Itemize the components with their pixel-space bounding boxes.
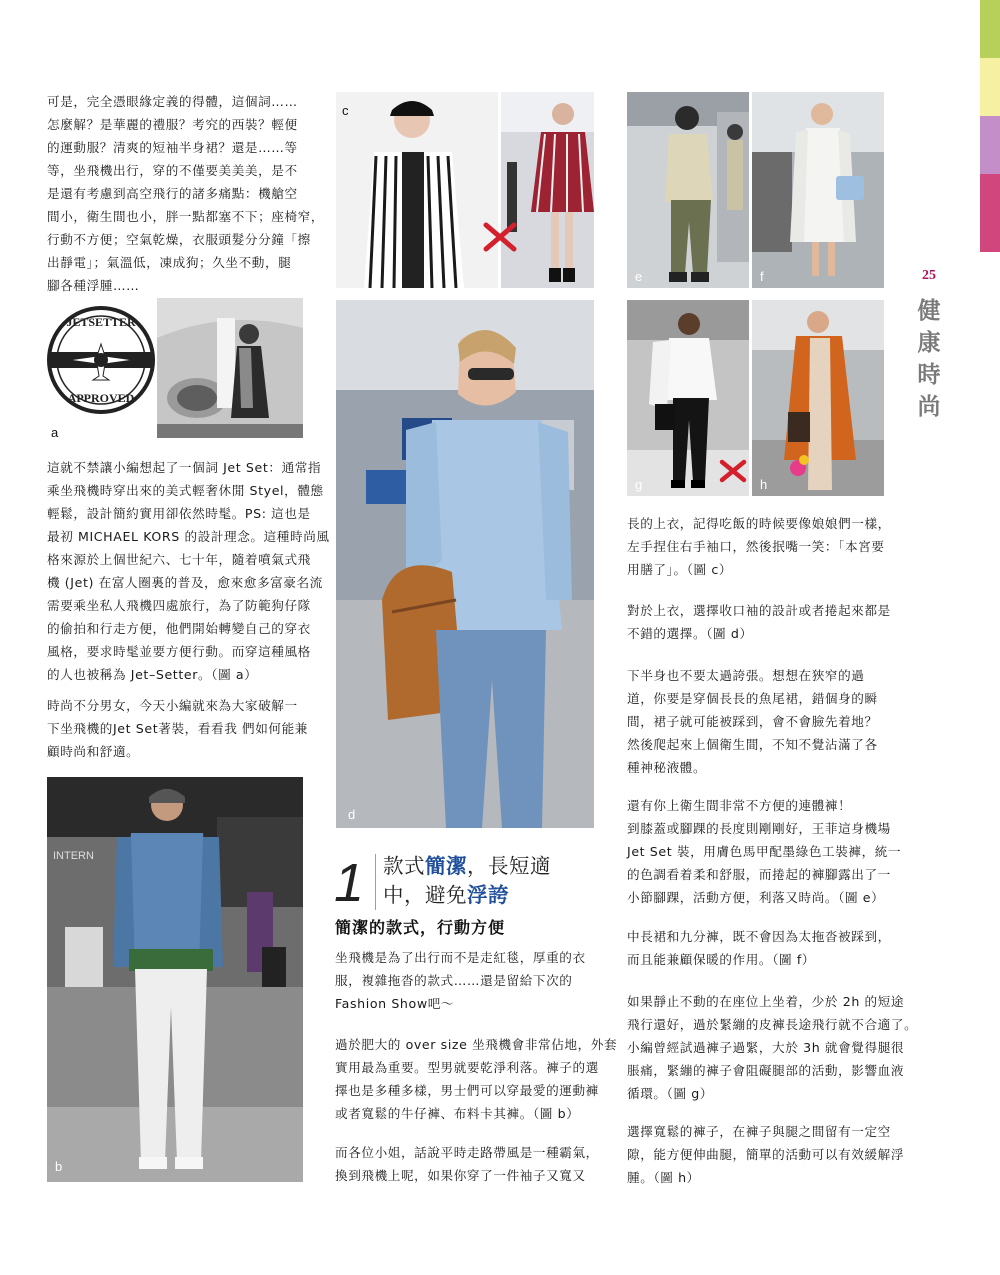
photo-label-a: a (51, 425, 59, 438)
text-line: 腳各種浮腫…… (47, 278, 140, 293)
text-line: 等，坐飛機出行，穿的不僅要美美美，是不 (47, 163, 298, 178)
text-line: 過於肥大的 over size 坐飛機會非常佔地，外套 (335, 1037, 618, 1052)
photo-label-f: f (760, 269, 764, 284)
section-char: 尚 (917, 393, 941, 420)
text-line: 循環。（圖 g） (627, 1086, 714, 1101)
heading-text: 款式 (383, 854, 425, 878)
text-line: 是還有考慮到高空飛行的諸多痛點：機艙空 (47, 186, 298, 201)
photo-label-g: g (635, 477, 643, 492)
text-line: 長的上衣，記得吃飯的時候要像娘娘們一樣， (627, 516, 891, 531)
airport-sign-text: INTERN (53, 850, 94, 862)
text-line: 用膳了」。（圖 c） (627, 562, 733, 577)
color-tab-green (980, 0, 1000, 58)
photo-a-airplane (157, 298, 303, 438)
text-line: 腫。（圖 h） (627, 1170, 700, 1185)
text-line: 左手捏住右手袖口，然後抿嘴一笑：「本宮要 (627, 539, 885, 554)
color-tab-yellow (980, 58, 1000, 116)
text-line: 下半身也不要太過誇張。想想在狹窄的過 (627, 668, 865, 683)
color-tab-magenta (980, 174, 1000, 252)
text-line: 飛行還好，過於緊繃的皮褲長途飛行就不合適了。 (627, 1017, 918, 1032)
text-line: 服，複雜拖沓的款式……還是留給下次的 (335, 973, 573, 988)
col3-paragraph-3 (627, 664, 889, 779)
text-line: 到膝蓋或腳踝的長度則剛剛好，王菲這身機場 (627, 821, 891, 836)
text-line: Fashion Show吧～ (335, 996, 455, 1011)
text-line: 選擇寬鬆的褲子，在褲子與腿之間留有一定空 (627, 1124, 891, 1139)
text-line: 最初 MICHAEL KORS 的設計理念。這種時尚風 (47, 529, 330, 544)
photo-label-d: d (348, 807, 356, 822)
page-number: 25 (922, 268, 936, 283)
text-line: 時尚不分男女，今天小編就來為大家破解一 (47, 698, 298, 713)
text-line: 擇也是多種多樣，男士們可以穿最愛的運動褲 (335, 1083, 599, 1098)
photo-label-c: c (342, 103, 349, 118)
photo-a-badge (47, 298, 155, 438)
text-line: 隙，能方便伸曲腿，簡單的活動可以有效緩解浮 (627, 1147, 905, 1162)
text-line: 顧時尚和舒適。 (47, 744, 140, 759)
heading-number: 1 (334, 853, 365, 913)
badge-text-top: JETSETTER (66, 315, 136, 329)
col3-paragraph-2 (627, 599, 889, 645)
color-tabs (980, 0, 1000, 252)
heading-highlight: 簡潔 (425, 854, 467, 878)
col3-paragraph-1 (627, 512, 889, 581)
photo-label-e: e (635, 269, 643, 284)
text-line: 的運動服？清爽的短袖半身裙？還是……等 (47, 140, 298, 155)
photo-c-stripes-wrong (501, 92, 594, 288)
text-line: 需要乘坐私人飛機四處旅行，為了防範狗仔隊 (47, 598, 311, 613)
text-line: 不錯的選擇。（圖 d） (627, 626, 753, 641)
text-line: 實用最為重要。型男就要乾淨利落。褲子的選 (335, 1060, 599, 1075)
wrong-cross-icon (482, 221, 518, 253)
col3-paragraph-4 (627, 794, 902, 909)
text-line: 還有你上衛生間非常不方便的連體褲！ (627, 798, 852, 813)
intro-paragraph (47, 90, 325, 297)
jetset-paragraph (47, 456, 330, 686)
photo-e-green-pants (627, 92, 749, 288)
photo-f-white-dress (752, 92, 884, 288)
color-tab-purple (980, 116, 1000, 174)
badge-text-bottom: APPROVED (67, 391, 135, 405)
section-char: 健 (917, 297, 941, 324)
section-heading (383, 852, 551, 910)
text-line: 間小，衛生間也小，胖一點都塞不下；座椅窄， (47, 209, 325, 224)
text-line: 這就不禁讓小編想起了一個詞 Jet Set：通常指 (47, 460, 322, 475)
photo-label-b: b (55, 1159, 63, 1174)
heading-highlight: 浮誇 (467, 883, 509, 907)
text-line: 種神秘液體。 (627, 760, 707, 775)
photo-c-stripes-correct (336, 92, 498, 288)
text-line: 輕鬆，設計簡約實用卻依然時髦。PS: 這也是 (47, 506, 311, 521)
text-line: 而各位小姐，話說平時走路帶風是一種霸氣， (335, 1145, 599, 1160)
text-line: 出靜電」；氣溫低，凍成狗；久坐不動，腿 (47, 255, 292, 270)
photo-d-blue-shirt (336, 300, 594, 828)
col2-paragraph-2 (335, 1033, 618, 1125)
text-line: 中長裙和九分褲，既不會因為太拖沓被踩到， (627, 929, 891, 944)
text-line: 怎麼解？是華麗的禮服？考究的西裝？輕便 (47, 117, 298, 132)
text-line: 風格，要求時髦並要方便行動。而穿這種風格 (47, 644, 311, 659)
subheading: 簡潔的款式，行動方便 (335, 918, 506, 937)
heading-divider (375, 854, 376, 910)
text-line: 小編曾經試過褲子過緊，大於 3h 就會覺得腿很 (627, 1040, 905, 1055)
text-line: 脹痛，緊繃的褲子會阻礙腿部的活動，影響血液 (627, 1063, 905, 1078)
text-line: 行動不方便；空氣乾燥，衣服頭髮分分鐘「擦 (47, 232, 311, 247)
closing-paragraph (47, 694, 308, 763)
text-line: 然後爬起來上個衛生間，不知不覺沾滿了各 (627, 737, 878, 752)
section-char: 時 (917, 361, 941, 388)
text-line: 機 (Jet) 在富人圈裏的普及，愈來愈多富豪名流 (47, 575, 323, 590)
text-line: 道，你要是穿個長長的魚尾裙，錯個身的瞬 (627, 691, 878, 706)
heading-text: ，長短適 (467, 854, 551, 878)
photo-b-airport-man (47, 777, 303, 1182)
text-line: 格來源於上個世紀六、七十年，隨着噴氣式飛 (47, 552, 311, 567)
text-line: 乘坐飛機時穿出來的美式輕奢休閒 Styel，體態 (47, 483, 324, 498)
heading-text: 中，避免 (383, 883, 467, 907)
text-line: Jet Set 裝，用膚色馬甲配墨綠色工裝褲，統一 (627, 844, 902, 859)
col3-paragraph-6 (627, 990, 918, 1105)
text-line: 下坐飛機的Jet Set著裝，看看我 們如何能兼 (47, 721, 308, 736)
col2-paragraph-3 (335, 1141, 599, 1187)
heading-line-1 (383, 852, 551, 881)
text-line: 的偷拍和行走方便，他們開始轉變自己的穿衣 (47, 621, 311, 636)
photo-label-h: h (760, 477, 768, 492)
text-line: 對於上衣，選擇收口袖的設計或者捲起來都是 (627, 603, 891, 618)
col3-paragraph-7 (627, 1120, 905, 1189)
text-line: 間，裙子就可能被踩到，會不會臉先着地？ (627, 714, 878, 729)
text-line: 換到飛機上呢，如果你穿了一件袖子又寬又 (335, 1168, 586, 1183)
col2-paragraph-1 (335, 946, 595, 1015)
section-title (916, 295, 942, 423)
text-line: 如果靜止不動的在座位上坐着，少於 2h 的短途 (627, 994, 905, 1009)
text-line: 的色調看着柔和舒服，而捲起的褲腳露出了一 (627, 867, 891, 882)
text-line: 小節腳踝，活動方便，利落又時尚。（圖 e） (627, 890, 885, 905)
text-line: 坐飛機是為了出行而不是走紅毯，厚重的衣 (335, 950, 586, 965)
col3-paragraph-5 (627, 925, 889, 971)
wrong-cross-icon (718, 458, 748, 484)
heading-line-2 (383, 881, 551, 910)
text-line: 的人也被稱為 Jet–Setter。（圖 a） (47, 667, 258, 682)
text-line: 或者寬鬆的牛仔褲、布料卡其褲。（圖 b） (335, 1106, 580, 1121)
section-char: 康 (917, 329, 941, 356)
text-line: 可是，完全憑眼緣定義的得體，這個詞…… (47, 94, 298, 109)
photo-h-orange-coat (752, 300, 884, 496)
text-line: 而且能兼顧保暖的作用。（圖 f） (627, 952, 816, 967)
